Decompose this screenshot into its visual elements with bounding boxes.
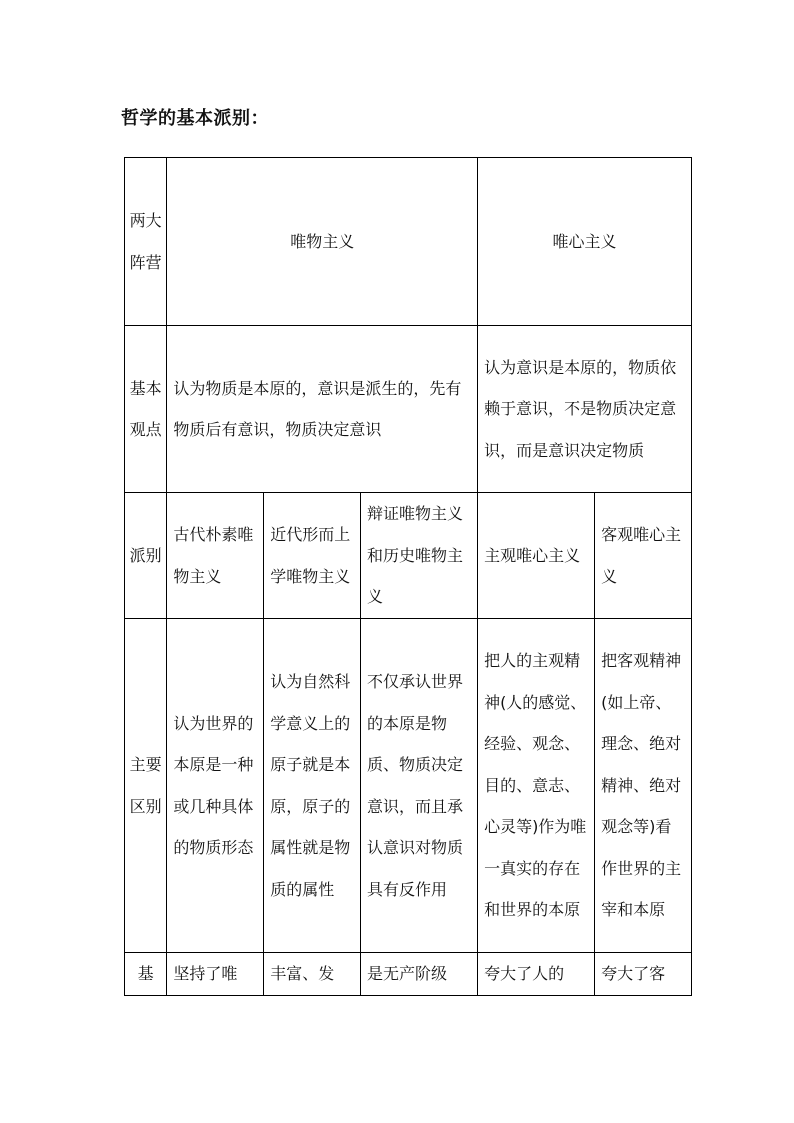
cell-objective-last: 夸大了客 <box>595 953 692 996</box>
cell-metaphysical-materialism: 近代形而上学唯物主义 <box>264 493 361 619</box>
cell-idealism: 唯心主义 <box>478 158 692 326</box>
table-row-basic-view <box>125 326 692 493</box>
cell-metaphysical-last: 丰富、发 <box>264 953 361 996</box>
cell-dialectical-materialism: 辩证唯物主义和历史唯物主义 <box>361 493 478 619</box>
table-row-camps <box>125 158 692 326</box>
row-head-camps: 两大阵营 <box>125 158 167 326</box>
cell-ancient-materialism: 古代朴素唯物主义 <box>167 493 264 619</box>
cell-idealism-view: 认为意识是本原的，物质依赖于意识，不是物质决定意识，而是意识决定物质 <box>478 326 692 493</box>
page-title: 哲学的基本派别： <box>121 108 269 129</box>
philosophy-schools-table <box>124 157 692 996</box>
row-head-differences: 主要区别 <box>125 619 167 953</box>
cell-materialism-view: 认为物质是本原的，意识是派生的，先有物质后有意识，物质决定意识 <box>167 326 478 493</box>
row-head-last: 基 <box>125 953 167 996</box>
cell-dialectical-last: 是无产阶级 <box>361 953 478 996</box>
cell-dialectical-difference: 不仅承认世界的本原是物质、物质决定意识，而且承认意识对物质具有反作用 <box>361 619 478 953</box>
cell-subjective-idealism: 主观唯心主义 <box>478 493 595 619</box>
cell-ancient-difference: 认为世界的本原是一种或几种具体的物质形态 <box>167 619 264 953</box>
cell-subjective-last: 夸大了人的 <box>478 953 595 996</box>
cell-objective-difference: 把客观精神(如上帝、理念、绝对精神、绝对观念等)看作世界的主宰和本原 <box>595 619 692 953</box>
cell-objective-idealism: 客观唯心主义 <box>595 493 692 619</box>
row-head-basic-view: 基本观点 <box>125 326 167 493</box>
cell-metaphysical-difference: 认为自然科学意义上的原子就是本原，原子的属性就是物质的属性 <box>264 619 361 953</box>
cell-subjective-difference: 把人的主观精神(人的感觉、经验、观念、目的、意志、心灵等)作为唯一真实的存在和世界的本原 <box>478 619 595 953</box>
row-head-schools: 派别 <box>125 493 167 619</box>
table-row-differences <box>125 619 692 953</box>
table-row-last <box>125 953 692 996</box>
cell-ancient-last: 坚持了唯 <box>167 953 264 996</box>
table-row-schools <box>125 493 692 619</box>
cell-materialism: 唯物主义 <box>167 158 478 326</box>
